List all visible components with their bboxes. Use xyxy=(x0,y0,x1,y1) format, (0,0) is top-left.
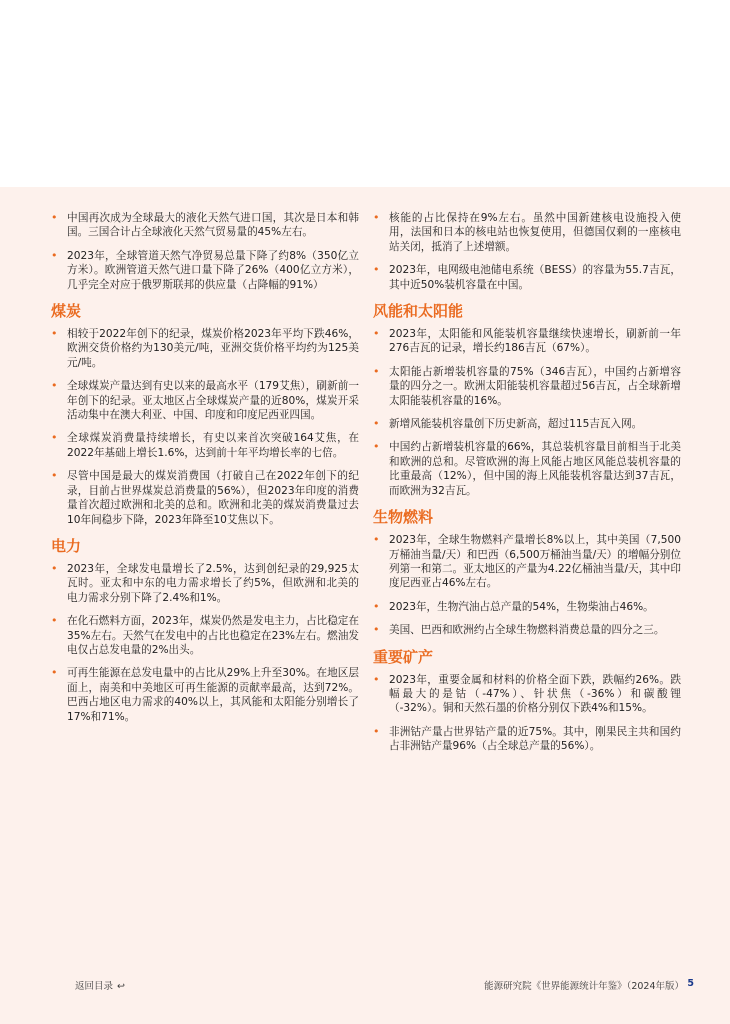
bullet-icon: • xyxy=(51,211,58,224)
bullet-icon: • xyxy=(51,469,58,483)
bullet-icon: • xyxy=(373,724,380,738)
list-item: • 全球煤炭产量达到有史以来的最高水平（179艾焦），刷新前一年创下的纪录。亚太地区占全球煤炭产量的近80%，煤炭开采活动集中在澳大利亚、中国、印度和印度尼西亚四国。 xyxy=(51,379,359,422)
list-item: • 中国约占新增装机容量的66%，其总装机容量目前相当于北美和欧洲的总和。尽管欧洲的海上风能占地区风能总装机容量的比重最高（12%），但中国的海上风能装机容量达到37吉瓦，而欧洲为32吉瓦。 xyxy=(373,440,681,497)
critical-minerals-list xyxy=(373,673,681,754)
return-arrow-icon: ↩ xyxy=(117,981,125,992)
bullet-icon: • xyxy=(51,614,58,628)
section-title-power: 电力 xyxy=(51,536,82,555)
bullet-icon: • xyxy=(373,533,380,547)
list-item: • 美国、巴西和欧洲约占全球生物燃料消费总量的四分之三。 xyxy=(373,623,665,637)
section-title-critical-minerals: 重要矿产 xyxy=(373,647,434,666)
list-item: • 非洲钴产量占世界钴产量的近75%。其中，刚果民主共和国约占非洲钴产量96%（占全球总产量的56%）。 xyxy=(373,724,681,753)
list-item: • 2023年，生物汽油占总产量的54%，生物柴油占46%。 xyxy=(373,599,654,613)
gas-trade-list xyxy=(51,211,359,292)
list-item: • 2023年，重要金属和材料的价格全面下跌，跌幅约26%。跌幅最大的是钴（-47%）、针状焦（-36%）和碳酸锂（-32%）。铜和天然石墨的价格分别仅下跌4%和15%。 xyxy=(373,672,681,715)
section-title-wind-solar: 风能和太阳能 xyxy=(373,302,464,321)
coal-list xyxy=(51,327,359,527)
bullet-icon: • xyxy=(373,599,380,613)
list-item: • 2023年，全球发电量增长了2.5%，达到创纪录的29,925太瓦时。亚太和中东的电力需求增长了约5%，但欧洲和北美的电力需求分别下降了2.4%和1%。 xyxy=(51,561,359,604)
back-to-contents-link[interactable] xyxy=(75,978,125,992)
bullet-icon: • xyxy=(51,666,58,680)
bullet-icon: • xyxy=(51,248,58,262)
bullet-icon: • xyxy=(373,417,380,431)
list-item: • 2023年，电网级电池储电系统（BESS）的容量为55.7吉瓦，其中近50%装机容量在中国。 xyxy=(373,263,681,291)
back-to-contents-label: 返回目录 xyxy=(75,981,114,992)
list-item: • 尽管中国是最大的煤炭消费国（打破自己在2022年创下的纪录，目前占世界煤炭总消费量的56%），但2023年印度的消费量首次超过欧洲和北美的总和。欧洲和北美的煤炭消费量过去10年间稳步下降，2023年降至10艾焦以下。 xyxy=(51,469,359,526)
list-item: • 中国再次成为全球最大的液化天然气进口国，其次是日本和韩国。三国合计占全球液化天然气贸易量的45%左右。 xyxy=(51,211,359,239)
bullet-icon: • xyxy=(51,327,58,341)
bullet-icon: • xyxy=(373,263,380,277)
list-item: • 核能的占比保持在9%左右。虽然中国新建核电设施投入使用，法国和日本的核电站也恢复使用，但德国仅剩的一座核电站关闭，抵消了上述增额。 xyxy=(373,211,681,253)
list-item: • 新增风能装机容量创下历史新高，超过115吉瓦入网。 xyxy=(373,417,643,431)
list-item: • 2023年，全球管道天然气净贸易总量下降了约8%（350亿立方米）。欧洲管道天然气进口量下降了26%（400亿立方米），几乎完全对应于俄罗斯联邦的供应量（占降幅的91%） xyxy=(51,248,359,291)
bullet-icon: • xyxy=(51,379,58,393)
nuclear-storage-list xyxy=(373,211,681,292)
bullet-icon: • xyxy=(373,364,380,378)
list-item: • 2023年，全球生物燃料产量增长8%以上，其中美国（7,500万桶油当量/天）和巴西（6,500万桶油当量/天）的增幅分别位列第一和第二。亚太地区的产量为4.22亿桶油当量/天，其中印度尼西亚占46%左右。 xyxy=(373,533,681,590)
section-title-coal: 煤炭 xyxy=(51,302,82,321)
list-item: • 在化石燃料方面，2023年，煤炭仍然是发电主力，占比稳定在35%左右。天然气在发电中的占比也稳定在23%左右。燃油发电仅占总发电量的2%出头。 xyxy=(51,614,359,656)
bullet-icon: • xyxy=(373,211,380,224)
left-column xyxy=(51,211,359,733)
list-item: • 太阳能占新增装机容量的75%（346吉瓦），中国约占新增容量的四分之一。欧洲太阳能装机容量超过56吉瓦，占全球新增太阳能装机容量的16%。 xyxy=(373,364,681,407)
section-title-biofuels: 生物燃料 xyxy=(373,508,434,527)
biofuels-list xyxy=(373,533,681,637)
bullet-icon: • xyxy=(373,327,380,341)
bullet-icon: • xyxy=(373,672,380,686)
page-number: 5 xyxy=(687,978,694,989)
list-item: • 2023年，太阳能和风能装机容量继续快速增长，刷新前一年276吉瓦的记录，增长约186吉瓦（67%）。 xyxy=(373,327,681,355)
bullet-icon: • xyxy=(51,431,58,445)
power-list xyxy=(51,562,359,724)
list-item: • 全球煤炭消费量持续增长，有史以来首次突破164艾焦，在2022年基础上增长1.6%，达到前十年平均增长率的七倍。 xyxy=(51,431,359,459)
bullet-icon: • xyxy=(51,561,58,575)
right-column xyxy=(373,211,681,763)
list-item: • 可再生能源在总发电量中的占比从29%上升至30%。在地区层面上，南美和中美地区可再生能源的贡献率最高，达到72%。巴西占地区电力需求的40%以上，其风能和太阳能分别增长了17%和71%。 xyxy=(51,666,359,723)
list-item: • 相较于2022年创下的纪录，煤炭价格2023年平均下跌46%，欧洲交货价格约为130美元/吨，亚洲交货价格平均约为125美元/吨。 xyxy=(51,327,359,369)
wind-solar-list xyxy=(373,327,681,498)
bullet-icon: • xyxy=(373,623,380,637)
publication-source: 能源研究院《世界能源统计年鉴》（2024年版） xyxy=(484,981,684,992)
bullet-icon: • xyxy=(373,440,380,454)
